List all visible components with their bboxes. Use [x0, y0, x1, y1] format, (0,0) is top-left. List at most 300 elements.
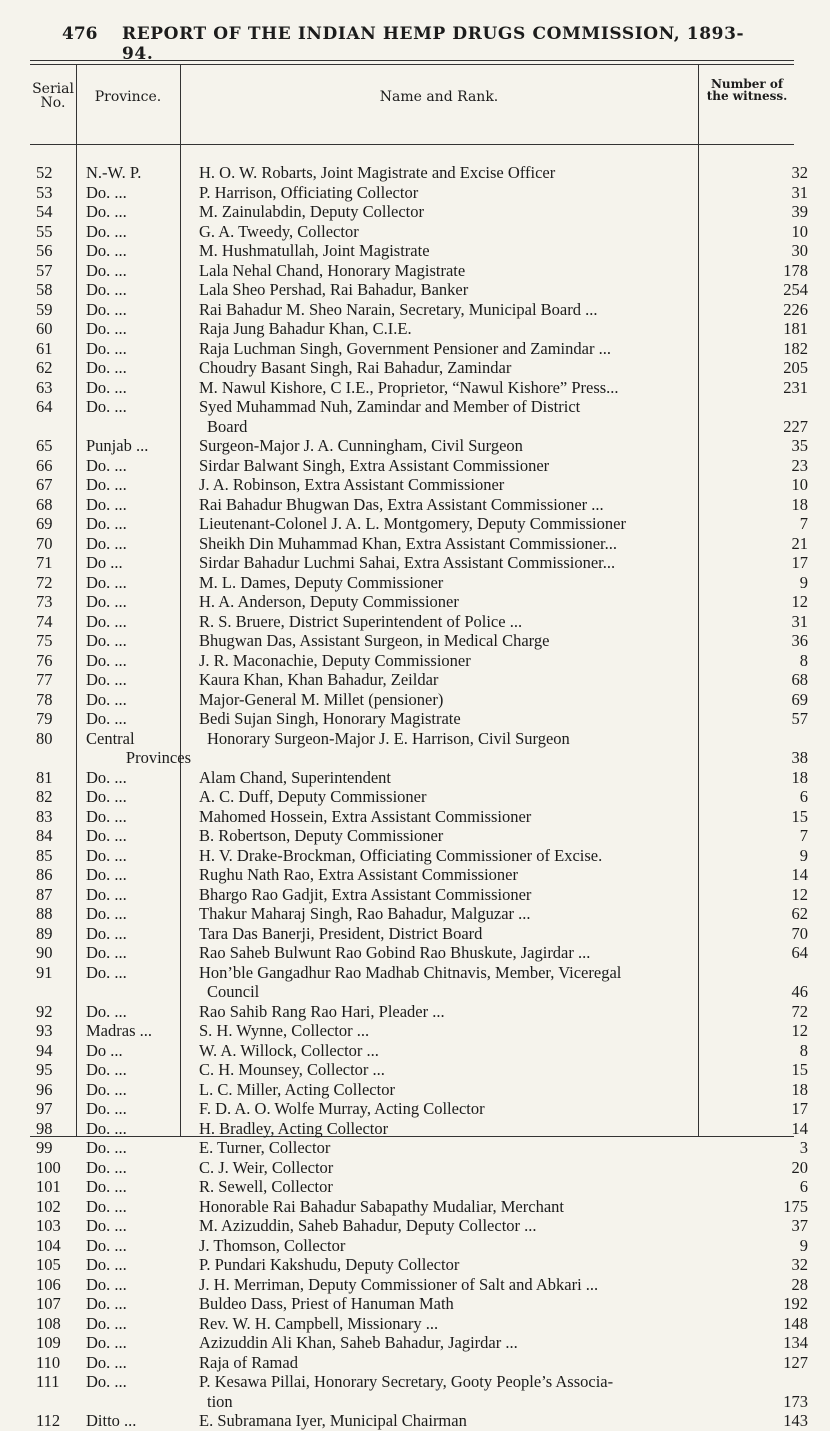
serial-cell-text: 104 [36, 1235, 61, 1255]
province-cell [78, 1333, 191, 1353]
serial-cell [30, 826, 78, 846]
witness-number-cell-text: 205 [783, 358, 808, 377]
province-cell-text: Do. ... [86, 1099, 127, 1118]
witness-number-cell-text: 17 [791, 1099, 808, 1118]
province-cell-text: Do. ... [86, 826, 127, 845]
province-cell [78, 1275, 191, 1295]
table-row [30, 1216, 830, 1236]
witness-number-cell-text: 227 [783, 416, 808, 436]
witness-number-cell [717, 1411, 830, 1431]
witness-number-cell-text: 14 [791, 1118, 808, 1138]
witness-number-cell [717, 436, 830, 456]
witness-number-cell [717, 1002, 830, 1022]
witness-number-cell-text: 30 [791, 241, 808, 260]
serial-cell [30, 222, 78, 242]
name-cell-text: A. C. Duff, Deputy Commissioner [199, 787, 427, 806]
serial-cell [30, 358, 78, 378]
witness-number-cell [717, 163, 830, 183]
witness-number-cell [717, 1041, 830, 1061]
table-row [30, 300, 830, 320]
name-cell-text: Mahomed Hossein, Extra Assistant Commissioner [199, 806, 532, 826]
serial-cell-text: 74 [36, 611, 53, 631]
name-cell-text: Rai Bahadur Bhugwan Das, Extra Assistant Commissioner ... [199, 494, 604, 514]
table-row [30, 1099, 830, 1119]
serial-cell [30, 612, 78, 632]
serial-cell-text: 66 [36, 455, 53, 475]
serial-cell-text: 105 [36, 1255, 61, 1274]
province-cell [78, 222, 191, 242]
name-cell [191, 261, 717, 281]
serial-cell-text: 103 [36, 1216, 61, 1235]
name-cell [191, 1177, 717, 1197]
serial-cell-text: 93 [36, 1021, 53, 1040]
serial-cell-text: 89 [36, 923, 53, 943]
witness-number-cell [717, 943, 830, 963]
province-cell-text: N.-W. P. [86, 163, 142, 182]
table-row [30, 943, 830, 963]
province-cell-text: Do. ... [86, 962, 127, 982]
province-cell-text: Do. ... [86, 611, 127, 631]
province-cell [78, 787, 191, 807]
serial-cell [30, 670, 78, 690]
table-row [30, 651, 830, 671]
name-cell-text: J. R. Maconachie, Deputy Commissioner [199, 650, 471, 670]
name-cell-text: J. H. Merriman, Deputy Commissioner of Salt and Abkari ... [199, 1274, 599, 1294]
name-cell [191, 241, 717, 261]
witness-number-cell [717, 358, 830, 378]
witness-number-cell-text: 127 [783, 1352, 808, 1372]
province-cell [78, 553, 191, 573]
serial-cell-text: 101 [36, 1177, 61, 1196]
name-cell [191, 865, 717, 885]
witness-number-cell-text: 31 [791, 182, 808, 202]
province-cell [78, 1197, 191, 1217]
serial-cell-text: 91 [36, 962, 53, 982]
province-cell-text: Do. ... [86, 1274, 127, 1294]
serial-cell-text: 56 [36, 241, 53, 260]
name-cell-text: Hon’ble Gangadhur Rao Madhab Chitnavis, Member, Viceregal [199, 962, 622, 982]
serial-cell [30, 1333, 78, 1353]
serial-cell [30, 1021, 78, 1041]
witness-number-cell [717, 475, 830, 495]
name-cell-continued: Honorary Surgeon-Major J. E. Harrison, Civil Surgeon [207, 728, 570, 748]
province-cell [78, 924, 191, 944]
serial-cell-text: 96 [36, 1079, 53, 1099]
serial-cell-text: 57 [36, 260, 53, 280]
table-row [30, 1158, 830, 1178]
witness-number-cell-text: 15 [791, 1060, 808, 1079]
witness-number-cell [717, 1177, 830, 1197]
province-cell [78, 475, 191, 495]
name-cell-continued: Board [207, 416, 248, 436]
witness-number-cell-text: 23 [791, 455, 808, 475]
province-cell [78, 729, 191, 768]
name-cell [191, 222, 717, 242]
table-row [30, 358, 830, 378]
name-cell [191, 378, 717, 398]
page-header [62, 24, 762, 64]
province-cell-text: Do. ... [86, 1294, 127, 1313]
province-cell [78, 1411, 191, 1431]
name-cell-text: C. H. Mounsey, Collector ... [199, 1060, 385, 1079]
name-cell-text: M. Hushmatullah, Joint Magistrate [199, 241, 430, 260]
serial-cell-text: 81 [36, 767, 53, 787]
column-header-number: Number of the witness. [706, 77, 788, 103]
name-cell [191, 943, 717, 963]
witness-number-cell [717, 1080, 830, 1100]
name-cell [191, 1216, 717, 1236]
page-number: 476 [62, 24, 98, 44]
name-cell-text: Rao Saheb Bulwunt Rao Gobind Rao Bhuskute, Jagirdar ... [199, 943, 591, 962]
name-cell-text: Rev. W. H. Campbell, Missionary ... [199, 1313, 439, 1333]
serial-cell-text: 79 [36, 709, 53, 728]
serial-cell-text: 87 [36, 884, 53, 904]
name-cell-continued: tion [207, 1391, 233, 1411]
table-row [30, 222, 830, 242]
table-row [30, 475, 830, 495]
name-cell [191, 573, 717, 593]
province-cell [78, 1002, 191, 1022]
name-cell [191, 885, 717, 905]
witness-number-cell [717, 495, 830, 515]
top-rule [30, 60, 794, 61]
serial-cell [30, 378, 78, 398]
province-cell [78, 163, 191, 183]
province-cell-text: Do. ... [86, 1313, 127, 1333]
witness-number-cell [717, 1216, 830, 1236]
serial-cell-text: 109 [36, 1333, 61, 1352]
name-cell [191, 1236, 717, 1256]
serial-cell-text: 54 [36, 202, 53, 221]
name-cell-text: Honorable Rai Bahadur Sabapathy Mudaliar, Merchant [199, 1196, 564, 1216]
top-rule-inner [30, 64, 794, 65]
province-cell [78, 1177, 191, 1197]
serial-cell-text: 52 [36, 163, 53, 182]
serial-cell-text: 102 [36, 1196, 61, 1216]
name-cell-text: S. H. Wynne, Collector ... [199, 1021, 370, 1040]
witness-number-cell-text: 9 [799, 845, 808, 865]
province-cell [78, 241, 191, 261]
serial-cell [30, 163, 78, 183]
province-cell [78, 1158, 191, 1178]
witness-number-cell-text: 226 [783, 299, 808, 319]
serial-cell [30, 787, 78, 807]
name-cell-continued: Council [207, 982, 260, 1001]
name-cell-text: H. A. Anderson, Deputy Commissioner [199, 592, 459, 611]
table-row [30, 612, 830, 632]
witness-number-cell [717, 807, 830, 827]
name-cell [191, 1197, 717, 1217]
province-cell-text: Do. ... [86, 1235, 127, 1255]
witness-number-cell-text: 17 [791, 553, 808, 572]
witness-number-cell [717, 1333, 830, 1353]
witness-number-cell-text: 31 [791, 611, 808, 631]
province-cell [78, 1294, 191, 1314]
serial-cell [30, 1255, 78, 1275]
name-cell-text: Rai Bahadur M. Sheo Narain, Secretary, Municipal Board ... [199, 299, 598, 319]
province-cell-text: Do. ... [86, 202, 127, 221]
serial-cell-text: 76 [36, 650, 53, 670]
province-cell [78, 612, 191, 632]
witness-number-cell-text: 32 [791, 163, 808, 182]
province-cell [78, 183, 191, 203]
name-cell [191, 436, 717, 456]
witness-number-cell [717, 378, 830, 398]
witness-number-cell-text: 32 [791, 1255, 808, 1274]
serial-cell-text: 64 [36, 397, 53, 416]
serial-cell-text: 111 [36, 1372, 60, 1391]
name-cell [191, 807, 717, 827]
name-cell-text: E. Turner, Collector [199, 1138, 331, 1157]
serial-cell [30, 1158, 78, 1178]
witness-number-cell-text: 134 [783, 1333, 808, 1352]
table-row [30, 1119, 830, 1139]
table-row [30, 592, 830, 612]
name-cell-text: M. Azizuddin, Saheb Bahadur, Deputy Collector ... [199, 1216, 537, 1235]
serial-cell [30, 1372, 78, 1411]
witness-number-cell [717, 1197, 830, 1217]
serial-cell-text: 90 [36, 943, 53, 962]
table-row [30, 1236, 830, 1256]
serial-cell [30, 241, 78, 261]
table-row [30, 1021, 830, 1041]
serial-cell-text: 84 [36, 826, 53, 845]
witness-number-cell-text: 35 [791, 436, 808, 455]
serial-cell-text: 78 [36, 689, 53, 709]
table-row [30, 183, 830, 203]
witness-number-cell-text: 21 [791, 533, 808, 553]
serial-cell [30, 319, 78, 339]
column-header-serial: Serial No. [32, 81, 74, 111]
province-cell-text: Do. ... [86, 494, 127, 514]
witness-number-cell-text: 10 [791, 221, 808, 241]
witness-number-cell [717, 553, 830, 573]
serial-cell [30, 846, 78, 866]
province-cell-text: Do. ... [86, 572, 127, 592]
witness-number-cell [717, 183, 830, 203]
serial-cell [30, 202, 78, 222]
name-cell [191, 1138, 717, 1158]
province-cell-text: Do. ... [86, 241, 127, 260]
column-header-province: Province. [94, 89, 162, 105]
province-cell [78, 1138, 191, 1158]
table-row [30, 670, 830, 690]
witness-number-cell [717, 456, 830, 476]
serial-cell-text: 67 [36, 475, 53, 494]
name-cell-text: F. D. A. O. Wolfe Murray, Acting Collector [199, 1099, 485, 1118]
name-cell-text: Kaura Khan, Khan Bahadur, Zeildar [199, 670, 439, 689]
province-cell-text: Do. ... [86, 650, 127, 670]
table-row [30, 319, 830, 339]
name-cell [191, 495, 717, 515]
name-cell-text: Bhugwan Das, Assistant Surgeon, in Medical Charge [199, 631, 550, 650]
province-cell [78, 261, 191, 281]
column-header-name: Name and Rank. [379, 89, 499, 105]
serial-cell [30, 865, 78, 885]
name-cell [191, 670, 717, 690]
province-cell-text: Do. ... [86, 592, 127, 611]
province-cell [78, 202, 191, 222]
name-cell [191, 1060, 717, 1080]
name-cell-text: Raja Luchman Singh, Government Pensioner and Zamindar ... [199, 338, 611, 358]
name-cell-text: E. Subramana Iyer, Municipal Chairman [199, 1411, 467, 1430]
witness-number-cell-text: 254 [783, 280, 808, 299]
name-cell-text: Thakur Maharaj Singh, Rao Bahadur, Malguzar ... [199, 904, 531, 923]
province-cell [78, 1353, 191, 1373]
name-cell-text: B. Robertson, Deputy Commissioner [199, 826, 444, 845]
province-cell-text: Do. ... [86, 1352, 127, 1372]
serial-cell [30, 1138, 78, 1158]
table-row [30, 807, 830, 827]
name-cell [191, 963, 717, 1002]
table-row [30, 436, 830, 456]
table-row [30, 456, 830, 476]
province-cell [78, 495, 191, 515]
name-cell [191, 631, 717, 651]
table-row [30, 768, 830, 788]
name-cell [191, 846, 717, 866]
name-cell-text: Rughu Nath Rao, Extra Assistant Commissioner [199, 865, 518, 884]
witness-number-cell [717, 1353, 830, 1373]
province-cell-text: Do. ... [86, 884, 127, 904]
serial-cell-text: 63 [36, 377, 53, 397]
serial-cell [30, 807, 78, 827]
witness-number-cell-text: 70 [791, 923, 808, 943]
table-row [30, 1353, 830, 1373]
witness-number-cell-text: 181 [783, 319, 808, 338]
table-row [30, 1138, 830, 1158]
serial-cell [30, 514, 78, 534]
serial-cell [30, 631, 78, 651]
witness-number-cell-text: 37 [791, 1216, 808, 1235]
table-row [30, 631, 830, 651]
table-row [30, 1411, 830, 1431]
table-row [30, 163, 830, 183]
header-rule [30, 144, 794, 145]
witness-number-cell-text: 14 [791, 865, 808, 884]
province-cell [78, 943, 191, 963]
province-cell-text: Do. ... [86, 221, 127, 241]
province-cell-text: Do. ... [86, 904, 127, 923]
name-cell-text: G. A. Tweedy, Collector [199, 221, 359, 241]
name-cell [191, 183, 717, 203]
witness-number-cell-text: 72 [791, 1001, 808, 1021]
name-cell-text: Raja of Ramad [199, 1352, 298, 1372]
province-cell [78, 1314, 191, 1334]
serial-cell [30, 1060, 78, 1080]
name-cell-text: L. C. Miller, Acting Collector [199, 1079, 395, 1099]
province-cell-text: Central [86, 728, 135, 748]
witness-number-cell-text: 12 [791, 884, 808, 904]
table-row [30, 397, 830, 436]
running-title: REPORT OF THE INDIAN HEMP DRUGS COMMISSION, 1893-94. [122, 24, 745, 64]
name-cell-text: Sheikh Din Muhammad Khan, Extra Assistant Commissioner... [199, 533, 617, 553]
serial-cell [30, 1177, 78, 1197]
name-cell [191, 1041, 717, 1061]
serial-cell [30, 573, 78, 593]
name-cell [191, 1353, 717, 1373]
province-cell-text: Do. ... [86, 260, 127, 280]
witness-number-cell-text: 192 [783, 1294, 808, 1313]
province-cell [78, 456, 191, 476]
witness-number-cell [717, 885, 830, 905]
province-cell-text: Do. ... [86, 475, 127, 494]
name-cell [191, 1099, 717, 1119]
witness-number-cell [717, 339, 830, 359]
table-row [30, 1060, 830, 1080]
name-cell [191, 729, 717, 768]
name-cell [191, 1002, 717, 1022]
table-row [30, 514, 830, 534]
province-cell-text: Do. ... [86, 689, 127, 709]
witness-number-cell [717, 865, 830, 885]
serial-cell-text: 72 [36, 572, 53, 592]
province-cell [78, 651, 191, 671]
table-row [30, 1080, 830, 1100]
witness-number-cell [717, 1275, 830, 1295]
province-cell [78, 631, 191, 651]
province-cell [78, 670, 191, 690]
province-cell-text: Do. ... [86, 1333, 127, 1352]
name-cell-text: C. J. Weir, Collector [199, 1157, 334, 1177]
table-row [30, 202, 830, 222]
witness-number-cell-text: 178 [783, 260, 808, 280]
serial-cell [30, 729, 78, 768]
province-cell [78, 300, 191, 320]
province-cell [78, 1080, 191, 1100]
table-row [30, 1197, 830, 1217]
serial-cell [30, 1411, 78, 1431]
table-row [30, 729, 830, 768]
province-cell-text: Do. ... [86, 455, 127, 475]
witness-number-cell [717, 612, 830, 632]
witness-number-cell-text: 9 [799, 572, 808, 592]
witness-number-cell-text: 18 [791, 767, 808, 787]
serial-cell [30, 397, 78, 436]
serial-cell [30, 768, 78, 788]
serial-cell [30, 1353, 78, 1373]
name-cell-text: M. L. Dames, Deputy Commissioner [199, 572, 444, 592]
table-row [30, 241, 830, 261]
serial-cell-text: 60 [36, 319, 53, 338]
province-cell-continued: Provinces [125, 748, 191, 767]
name-cell [191, 1411, 717, 1431]
witness-number-cell-text: 68 [791, 670, 808, 689]
name-cell-text: Alam Chand, Superintendent [199, 767, 392, 787]
province-cell-text: Do. ... [86, 1196, 127, 1216]
province-cell [78, 534, 191, 554]
witness-number-cell [717, 222, 830, 242]
name-cell [191, 1372, 717, 1411]
province-cell [78, 1041, 191, 1061]
serial-cell [30, 1314, 78, 1334]
serial-cell-text: 75 [36, 631, 53, 650]
name-cell [191, 534, 717, 554]
name-cell [191, 768, 717, 788]
name-cell-text: Syed Muhammad Nuh, Zamindar and Member of District [199, 397, 581, 416]
witness-number-cell [717, 963, 830, 1002]
table-row [30, 378, 830, 398]
name-cell [191, 826, 717, 846]
serial-cell-text: 92 [36, 1001, 53, 1021]
serial-cell [30, 1099, 78, 1119]
province-cell-text: Do. ... [86, 1372, 127, 1391]
table-row [30, 963, 830, 1002]
witness-number-cell-text: 12 [791, 1021, 808, 1040]
name-cell-text: P. Kesawa Pillai, Honorary Secretary, Gooty People’s Associa- [199, 1372, 614, 1391]
province-cell-text: Punjab ... [86, 436, 149, 455]
name-cell [191, 1158, 717, 1178]
